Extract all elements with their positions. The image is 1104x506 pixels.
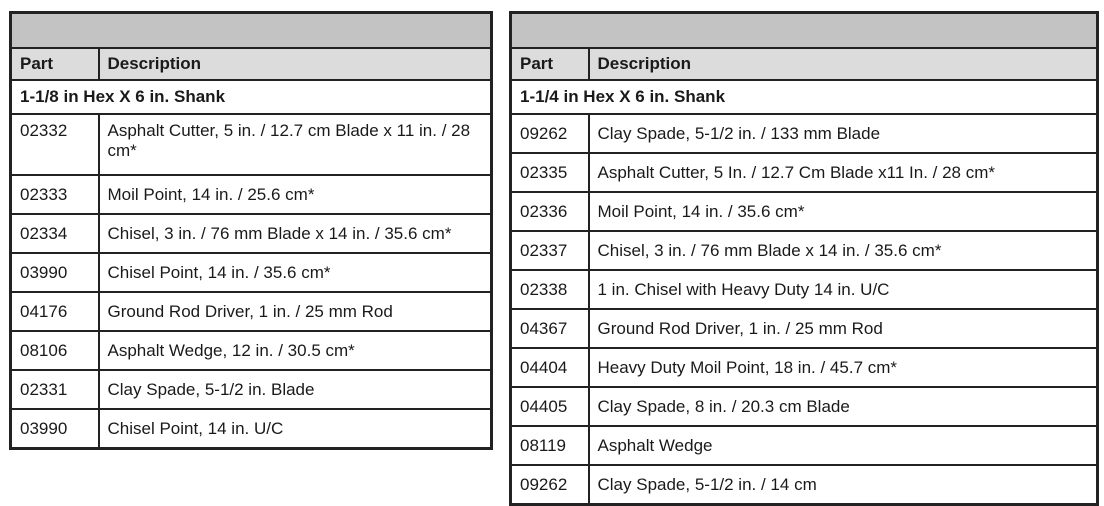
- table-header-row: [11, 48, 492, 80]
- part-number: 09262: [511, 465, 589, 505]
- part-description: Ground Rod Driver, 1 in. / 25 mm Rod: [99, 292, 492, 331]
- table-row: [11, 253, 492, 292]
- part-description: Clay Spade, 5-1/2 in. / 14 cm: [589, 465, 1098, 505]
- part-description: Asphalt Wedge: [589, 426, 1098, 465]
- table-row: [11, 175, 492, 214]
- part-description: Chisel, 3 in. / 76 mm Blade x 14 in. / 35.6 cm*: [99, 214, 492, 253]
- table-header-row: [511, 48, 1098, 80]
- part-description: Clay Spade, 8 in. / 20.3 cm Blade: [589, 387, 1098, 426]
- part-description: Moil Point, 14 in. / 35.6 cm*: [589, 192, 1098, 231]
- part-number: 02331: [11, 370, 99, 409]
- part-description: Asphalt Cutter, 5 in. / 12.7 cm Blade x 11 in. / 28 cm*: [99, 114, 492, 175]
- table-row: [11, 114, 492, 175]
- parts-table-hex-1-1-4: [509, 11, 1099, 506]
- description-column-header: Description: [589, 48, 1098, 80]
- group-heading-row: [511, 80, 1098, 114]
- table-row: [511, 387, 1098, 426]
- parts-table-hex-1-1-8: [9, 11, 493, 450]
- table-row: [511, 192, 1098, 231]
- table-row: [11, 331, 492, 370]
- part-number: 03990: [11, 253, 99, 292]
- part-number: 09262: [511, 114, 589, 153]
- part-number: 02332: [11, 114, 99, 175]
- table-row: [511, 348, 1098, 387]
- table-row: [11, 409, 492, 449]
- table-row: [511, 426, 1098, 465]
- table-row: [511, 270, 1098, 309]
- table-row: [511, 114, 1098, 153]
- table-row: [11, 292, 492, 331]
- part-description: Moil Point, 14 in. / 25.6 cm*: [99, 175, 492, 214]
- part-number: 08106: [11, 331, 99, 370]
- part-number: 02335: [511, 153, 589, 192]
- description-column-header: Description: [99, 48, 492, 80]
- part-column-header: Part: [11, 48, 99, 80]
- part-description: 1 in. Chisel with Heavy Duty 14 in. U/C: [589, 270, 1098, 309]
- part-description: Chisel Point, 14 in. / 35.6 cm*: [99, 253, 492, 292]
- part-number: 04405: [511, 387, 589, 426]
- part-number: 08119: [511, 426, 589, 465]
- table-row: [11, 370, 492, 409]
- part-number: 02337: [511, 231, 589, 270]
- group-heading: 1-1/4 in Hex X 6 in. Shank: [511, 80, 1098, 114]
- part-description: Asphalt Cutter, 5 In. / 12.7 Cm Blade x11 In. / 28 cm*: [589, 153, 1098, 192]
- part-number: 02334: [11, 214, 99, 253]
- part-description: Clay Spade, 5-1/2 in. / 133 mm Blade: [589, 114, 1098, 153]
- part-number: 04176: [11, 292, 99, 331]
- part-number: 04404: [511, 348, 589, 387]
- table-title-band: [511, 13, 1098, 49]
- part-description: Heavy Duty Moil Point, 18 in. / 45.7 cm*: [589, 348, 1098, 387]
- part-number: 02338: [511, 270, 589, 309]
- part-column-header: Part: [511, 48, 589, 80]
- part-number: 04367: [511, 309, 589, 348]
- table-row: [511, 153, 1098, 192]
- part-number: 02336: [511, 192, 589, 231]
- table-row: [511, 465, 1098, 505]
- part-description: Clay Spade, 5-1/2 in. Blade: [99, 370, 492, 409]
- table-title-band: [11, 13, 492, 49]
- part-description: Ground Rod Driver, 1 in. / 25 mm Rod: [589, 309, 1098, 348]
- group-heading: 1-1/8 in Hex X 6 in. Shank: [11, 80, 492, 114]
- table-row: [511, 231, 1098, 270]
- table-row: [511, 309, 1098, 348]
- part-number: 03990: [11, 409, 99, 449]
- table-row: [11, 214, 492, 253]
- part-description: Chisel, 3 in. / 76 mm Blade x 14 in. / 35.6 cm*: [589, 231, 1098, 270]
- part-description: Chisel Point, 14 in. U/C: [99, 409, 492, 449]
- part-description: Asphalt Wedge, 12 in. / 30.5 cm*: [99, 331, 492, 370]
- group-heading-row: [11, 80, 492, 114]
- part-number: 02333: [11, 175, 99, 214]
